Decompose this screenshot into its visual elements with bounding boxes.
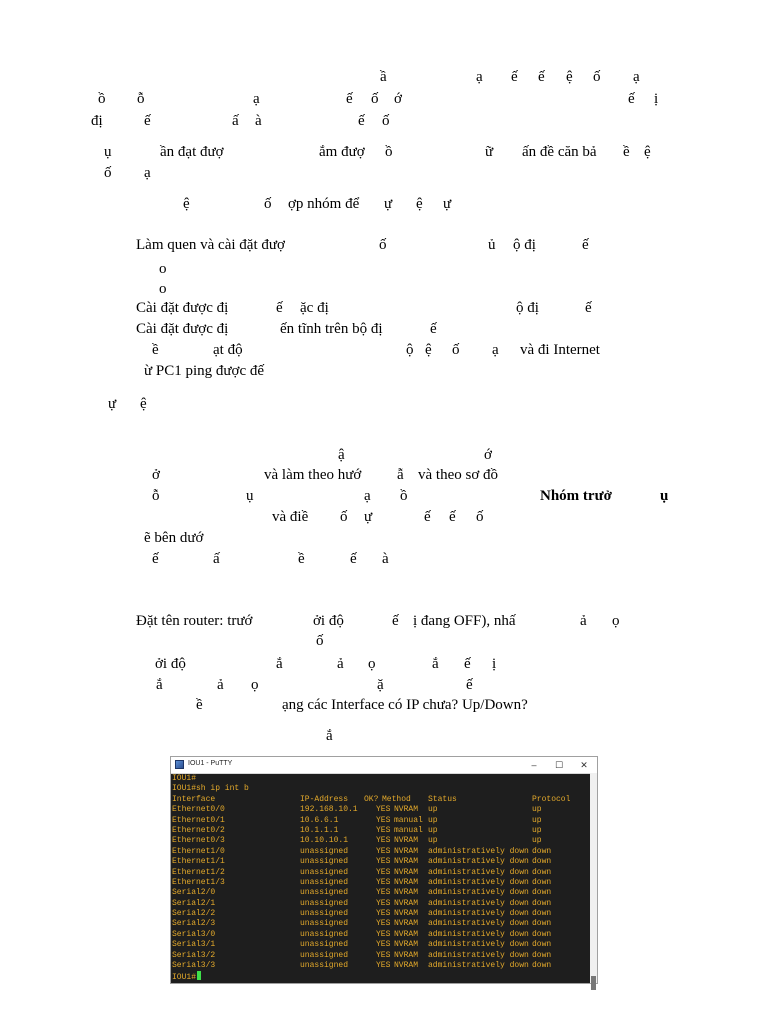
cell-ok: YES xyxy=(376,898,391,908)
text-fragment: ấ xyxy=(213,551,220,567)
cell-status: administratively down xyxy=(428,857,529,867)
table-row xyxy=(172,836,591,846)
header-interface: Interface xyxy=(172,794,216,804)
cell-status: up xyxy=(428,815,438,825)
text-fragment: ố xyxy=(340,509,348,525)
text-fragment: ồ xyxy=(98,91,106,107)
table-row xyxy=(172,816,591,826)
text-fragment: ắ xyxy=(156,677,163,693)
text-fragment: ề xyxy=(196,697,203,713)
cell-status: administratively down xyxy=(428,888,529,898)
cell-interface: Ethernet1/0 xyxy=(172,846,225,856)
text-fragment: ả xyxy=(337,656,344,672)
text-fragment: ố xyxy=(371,91,379,107)
cell-method: NVRAM xyxy=(394,846,419,856)
text-fragment: ị đang OFF), nhấ xyxy=(413,613,516,629)
text-fragment: ự xyxy=(443,196,452,212)
text-fragment: ố xyxy=(379,237,387,253)
text-fragment: ạ xyxy=(144,165,151,181)
text-fragment: Đặt tên router: trướ xyxy=(136,613,253,629)
table-row xyxy=(172,961,591,971)
text-fragment: ề xyxy=(152,342,159,358)
cell-interface: Serial2/1 xyxy=(172,898,216,908)
cell-protocol: down xyxy=(532,877,552,887)
text-fragment: ế xyxy=(346,91,353,107)
scrollbar[interactable] xyxy=(590,773,597,983)
cell-ip: 10.10.10.1 xyxy=(300,836,349,846)
cell-status: administratively down xyxy=(428,961,529,971)
cell-ip: unassigned xyxy=(300,909,349,919)
text-fragment: ế xyxy=(392,613,399,629)
cell-status: administratively down xyxy=(428,919,529,929)
cell-protocol: up xyxy=(532,825,542,835)
table-row xyxy=(172,909,591,919)
cell-ok: YES xyxy=(376,846,391,856)
cell-protocol: down xyxy=(532,846,552,856)
text-fragment: ụ xyxy=(660,488,669,504)
text-fragment: ến tĩnh trên bộ đị xyxy=(280,321,383,337)
text-fragment: ồ xyxy=(385,144,393,160)
cell-ok: YES xyxy=(376,929,391,939)
cell-method: NVRAM xyxy=(394,919,419,929)
cell-ok: YES xyxy=(376,805,391,815)
cell-interface: Ethernet1/1 xyxy=(172,857,225,867)
cell-protocol: down xyxy=(532,961,552,971)
text-fragment: ủ xyxy=(488,237,496,253)
cell-interface: Serial3/3 xyxy=(172,961,216,971)
text-fragment: ừ PC1 ping được đế xyxy=(144,363,265,379)
text-fragment: ả xyxy=(217,677,224,693)
text-fragment: ởi độ xyxy=(313,613,344,629)
terminal-line xyxy=(172,774,591,784)
text-fragment: ỗ xyxy=(152,488,160,504)
cell-ip: unassigned xyxy=(300,877,349,887)
cell-method: NVRAM xyxy=(394,805,419,815)
putty-app-icon xyxy=(175,760,184,769)
text-fragment: ạ xyxy=(492,342,499,358)
cell-method: NVRAM xyxy=(394,836,419,846)
cell-interface: Serial3/2 xyxy=(172,950,216,960)
cell-interface: Ethernet0/1 xyxy=(172,815,225,825)
text-fragment: ắ xyxy=(326,728,333,744)
cell-protocol: up xyxy=(532,836,542,846)
cell-interface: Serial3/1 xyxy=(172,940,216,950)
minimize-button[interactable]: – xyxy=(531,760,537,770)
cell-ip: unassigned xyxy=(300,846,349,856)
text-fragment: ệ xyxy=(140,396,147,412)
cell-method: NVRAM xyxy=(394,877,419,887)
cell-method: NVRAM xyxy=(394,940,419,950)
table-row xyxy=(172,826,591,836)
cell-status: administratively down xyxy=(428,877,529,887)
text-fragment: ớ xyxy=(484,447,492,463)
text-fragment: ắ xyxy=(276,656,283,672)
text-fragment: ế xyxy=(144,113,151,129)
cell-protocol: down xyxy=(532,909,552,919)
cell-interface: Ethernet0/2 xyxy=(172,825,225,835)
cell-method: NVRAM xyxy=(394,857,419,867)
cell-method: NVRAM xyxy=(394,909,419,919)
table-row xyxy=(172,930,591,940)
table-row xyxy=(172,878,591,888)
command-text: IOU1#sh ip int b xyxy=(172,784,249,794)
text-fragment: ế xyxy=(585,300,592,316)
text-fragment: ạ xyxy=(633,69,640,85)
cell-protocol: down xyxy=(532,929,552,939)
text-fragment: ố xyxy=(452,342,460,358)
text-fragment: đị xyxy=(91,113,103,129)
text-fragment: ố xyxy=(382,113,390,129)
cell-method: NVRAM xyxy=(394,961,419,971)
table-row xyxy=(172,857,591,867)
cell-ok: YES xyxy=(376,888,391,898)
maximize-button[interactable]: ☐ xyxy=(554,760,564,770)
header-ip: IP-Address xyxy=(300,794,349,804)
terminal-output[interactable] xyxy=(171,773,591,983)
cell-ok: YES xyxy=(376,877,391,887)
cell-protocol: down xyxy=(532,898,552,908)
cell-ip: unassigned xyxy=(300,961,349,971)
cell-method: NVRAM xyxy=(394,888,419,898)
cell-status: administratively down xyxy=(428,898,529,908)
text-fragment: ả xyxy=(580,613,587,629)
cell-interface: Serial3/0 xyxy=(172,929,216,939)
text-fragment: ợp nhóm để xyxy=(288,196,360,212)
text-fragment: ế xyxy=(628,91,635,107)
text-fragment: ởi độ xyxy=(155,656,186,672)
text-fragment: ế xyxy=(466,677,473,693)
cell-ip: unassigned xyxy=(300,888,349,898)
close-button[interactable]: ✕ xyxy=(580,760,588,770)
text-fragment: ố xyxy=(104,165,112,181)
text-fragment: ặc đị xyxy=(300,300,329,316)
text-fragment: o xyxy=(159,281,167,297)
cell-ok: YES xyxy=(376,867,391,877)
text-fragment: à xyxy=(255,113,262,129)
text-fragment: ự xyxy=(364,509,373,525)
text-fragment: ạng các Interface có IP chưa? Up/Down? xyxy=(282,697,528,713)
cell-protocol: down xyxy=(532,888,552,898)
text-fragment: ấ xyxy=(232,113,239,129)
cell-ok: YES xyxy=(376,815,391,825)
text-fragment: ị xyxy=(492,656,497,672)
text-fragment: ệ xyxy=(566,69,573,85)
text-fragment: ự xyxy=(108,396,117,412)
cell-status: administratively down xyxy=(428,950,529,960)
text-fragment: và điề xyxy=(272,509,309,525)
cell-protocol: down xyxy=(532,940,552,950)
terminal-line xyxy=(172,971,591,981)
cell-ok: YES xyxy=(376,825,391,835)
cell-interface: Serial2/2 xyxy=(172,909,216,919)
cell-ip: unassigned xyxy=(300,929,349,939)
text-fragment: Cài đặt được đị xyxy=(136,300,229,316)
text-fragment: ộ xyxy=(406,342,414,358)
cell-protocol: down xyxy=(532,867,552,877)
text-fragment: ậ xyxy=(338,447,345,463)
text-fragment: ần đạt đượ xyxy=(160,144,224,160)
text-fragment: ộ đị xyxy=(513,237,536,253)
cell-method: NVRAM xyxy=(394,898,419,908)
text-fragment: o xyxy=(159,261,167,277)
text-fragment: ớ xyxy=(394,91,402,107)
text-fragment: ế xyxy=(464,656,471,672)
text-fragment: ộ đị xyxy=(516,300,539,316)
text-fragment: ế xyxy=(582,237,589,253)
cell-ip: 10.1.1.1 xyxy=(300,825,339,835)
text-fragment: ồ xyxy=(400,488,408,504)
scrollbar-thumb[interactable] xyxy=(591,976,596,990)
text-fragment: ạ xyxy=(253,91,260,107)
text-fragment: ở xyxy=(152,467,160,483)
text-fragment: ữ xyxy=(485,144,494,160)
header-status: Status xyxy=(428,794,457,804)
text-fragment: ế xyxy=(152,551,159,567)
header-method: Method xyxy=(382,794,411,804)
cell-status: administratively down xyxy=(428,909,529,919)
cell-status: administratively down xyxy=(428,867,529,877)
text-fragment: ạ xyxy=(364,488,371,504)
text-fragment: ệ xyxy=(425,342,432,358)
cell-interface: Ethernet1/3 xyxy=(172,877,225,887)
cell-ip: unassigned xyxy=(300,940,349,950)
prompt-text: IOU1# xyxy=(172,774,197,783)
text-fragment: ế xyxy=(358,113,365,129)
prompt-text xyxy=(172,971,201,983)
table-row xyxy=(172,899,591,909)
text-fragment: ệ xyxy=(644,144,651,160)
cell-ip: unassigned xyxy=(300,857,349,867)
cell-interface: Ethernet0/3 xyxy=(172,836,225,846)
cell-ip: unassigned xyxy=(300,898,349,908)
text-fragment: ụ xyxy=(246,488,254,504)
text-fragment: ệ xyxy=(183,196,190,212)
table-row xyxy=(172,888,591,898)
text-fragment: Nhóm trưở xyxy=(540,488,612,504)
cell-ok: YES xyxy=(376,909,391,919)
text-fragment: ế xyxy=(511,69,518,85)
text-fragment: ố xyxy=(476,509,484,525)
text-fragment: và đi Internet xyxy=(520,342,600,358)
cell-ok: YES xyxy=(376,919,391,929)
text-fragment: à xyxy=(382,551,389,567)
text-fragment: ạt độ xyxy=(213,342,243,358)
cell-protocol: down xyxy=(532,857,552,867)
cell-ip: 10.6.6.1 xyxy=(300,815,339,825)
text-fragment: ọ xyxy=(251,677,259,693)
text-fragment: ự xyxy=(384,196,393,212)
text-fragment: ế xyxy=(538,69,545,85)
text-fragment: ế xyxy=(424,509,431,525)
cell-method: NVRAM xyxy=(394,867,419,877)
cell-ok: YES xyxy=(376,961,391,971)
text-fragment: ề xyxy=(623,144,630,160)
table-row xyxy=(172,805,591,815)
cell-ip: 192.168.10.1 xyxy=(300,805,358,815)
text-fragment: ế xyxy=(276,300,283,316)
cell-method: NVRAM xyxy=(394,929,419,939)
cell-protocol: down xyxy=(532,950,552,960)
header-ok: OK? xyxy=(364,794,379,804)
cell-ip: unassigned xyxy=(300,867,349,877)
text-fragment: ấn đề căn bả xyxy=(522,144,597,160)
text-fragment: ố xyxy=(593,69,601,85)
text-fragment: ầ xyxy=(380,69,387,85)
cell-status: up xyxy=(428,836,438,846)
cell-ok: YES xyxy=(376,857,391,867)
table-row xyxy=(172,940,591,950)
cursor xyxy=(197,971,201,980)
cell-ip: unassigned xyxy=(300,919,349,929)
cell-interface: Ethernet1/2 xyxy=(172,867,225,877)
table-row xyxy=(172,868,591,878)
text-fragment: ọ xyxy=(612,613,620,629)
putty-window xyxy=(170,756,598,984)
text-fragment: và theo sơ đồ xyxy=(418,467,499,483)
cell-method: manual xyxy=(394,825,423,835)
putty-titlebar[interactable] xyxy=(171,757,597,774)
text-fragment: Cài đặt được đị xyxy=(136,321,229,337)
table-header xyxy=(172,795,591,805)
text-fragment: ố xyxy=(316,633,324,649)
cell-ok: YES xyxy=(376,940,391,950)
text-fragment: ẫ xyxy=(397,467,404,483)
text-fragment: ố xyxy=(264,196,272,212)
cell-status: administratively down xyxy=(428,846,529,856)
text-fragment: ế xyxy=(430,321,437,337)
cell-ip: unassigned xyxy=(300,950,349,960)
text-fragment: ặ xyxy=(377,677,384,693)
cell-ok: YES xyxy=(376,950,391,960)
text-fragment: và làm theo hướ xyxy=(264,467,362,483)
cell-protocol: up xyxy=(532,815,542,825)
text-fragment: ệ xyxy=(416,196,423,212)
table-row xyxy=(172,847,591,857)
terminal-line xyxy=(172,784,591,794)
text-fragment: ắm đượ xyxy=(319,144,365,160)
prompt-label: IOU1# xyxy=(172,973,197,983)
cell-interface: Serial2/3 xyxy=(172,919,216,929)
text-fragment: ỗ xyxy=(137,91,145,107)
text-fragment: ế xyxy=(449,509,456,525)
text-fragment: Làm quen và cài đặt đượ xyxy=(136,237,285,253)
cell-interface: Ethernet0/0 xyxy=(172,805,225,815)
window-title: IOU1 - PuTTY xyxy=(188,760,233,767)
text-fragment: ạ xyxy=(476,69,483,85)
cell-protocol: down xyxy=(532,919,552,929)
cell-ok: YES xyxy=(376,836,391,846)
cell-status: up xyxy=(428,825,438,835)
header-protocol: Protocol xyxy=(532,794,571,804)
cell-status: administratively down xyxy=(428,929,529,939)
text-fragment: ọ xyxy=(368,656,376,672)
text-fragment: ụ xyxy=(104,144,112,160)
cell-status: administratively down xyxy=(428,940,529,950)
cell-protocol: up xyxy=(532,805,542,815)
cell-interface: Serial2/0 xyxy=(172,888,216,898)
text-fragment: ề xyxy=(298,551,305,567)
cell-method: manual xyxy=(394,815,423,825)
text-fragment: ắ xyxy=(432,656,439,672)
table-row xyxy=(172,919,591,929)
text-fragment: ẽ bên dướ xyxy=(144,530,204,546)
cell-status: up xyxy=(428,805,438,815)
cell-method: NVRAM xyxy=(394,950,419,960)
text-fragment: ị xyxy=(654,91,659,107)
table-row xyxy=(172,951,591,961)
text-fragment: ế xyxy=(350,551,357,567)
